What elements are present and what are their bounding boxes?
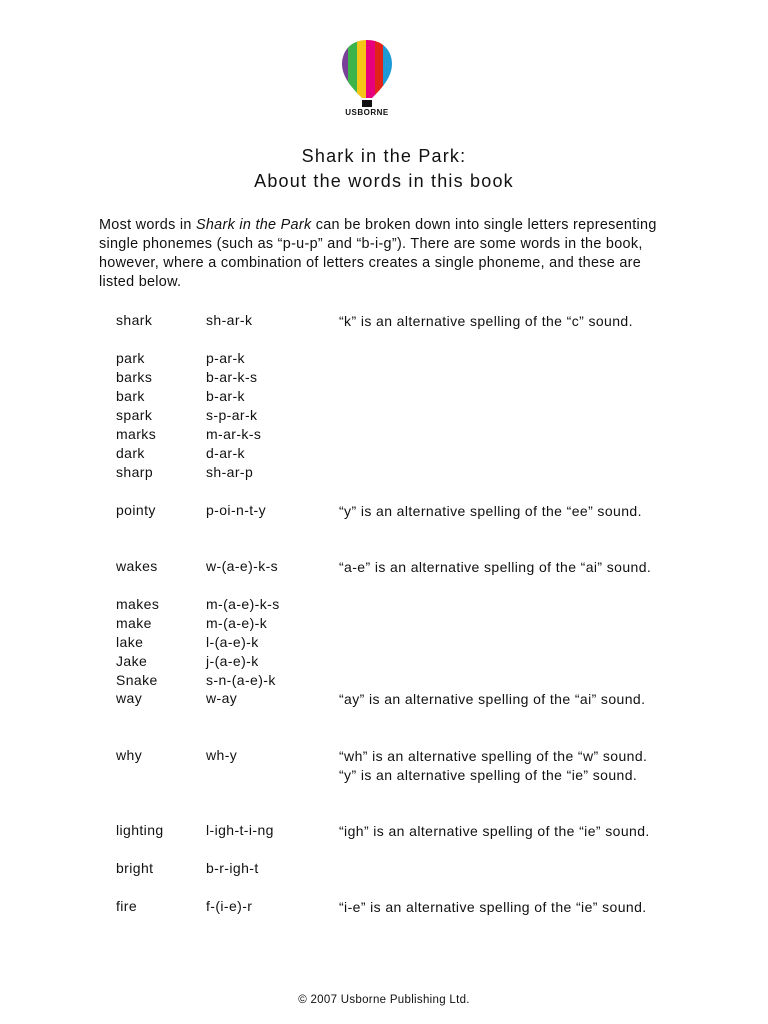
spelling-note-text: “a-e” is an alternative spelling of the “ai” sound. [339, 559, 652, 575]
spelling-note [339, 558, 669, 577]
word: barks [116, 369, 153, 385]
word: sharp [116, 464, 154, 480]
spelling-note-text: “igh” is an alternative spelling of the “ie” sound. [339, 823, 650, 839]
phoneme-breakdown: m-(a-e)-k [206, 615, 268, 631]
spelling-note [339, 822, 669, 841]
phoneme-breakdown: m-ar-k-s [206, 426, 262, 442]
spelling-note [339, 312, 669, 331]
word: bright [116, 860, 154, 876]
phoneme-breakdown: p-ar-k [206, 350, 245, 366]
intro-text-end: can be broken down into single letters representing single phonemes (such as “p-u-p” and “b-i-g”). There are some words in the book, however, where a combination of letters creates a single phoneme, and these are listed below. [99, 217, 657, 290]
book-title: Shark in the Park [195, 217, 312, 233]
phoneme-breakdown: b-ar-k [206, 388, 245, 404]
phoneme-breakdown: w-(a-e)-k-s [206, 558, 279, 574]
intro-text-start: Most words in [99, 217, 196, 233]
phoneme-breakdown: p-oi-n-t-y [206, 502, 267, 518]
intro-paragraph [99, 216, 679, 292]
word: shark [116, 312, 153, 328]
word: spark [116, 407, 153, 423]
spelling-note-text: “y” is an alternative spelling of the “ee” sound. [339, 503, 642, 519]
spelling-note-text: “ay” is an alternative spelling of the “ai” sound. [339, 691, 646, 707]
phoneme-breakdown: j-(a-e)-k [206, 653, 259, 669]
word: marks [116, 426, 157, 442]
spelling-note-text: “y” is an alternative spelling of the “ie” sound. [339, 767, 638, 783]
word: lake [116, 634, 144, 650]
phoneme-breakdown: l-(a-e)-k [206, 634, 259, 650]
word: pointy [116, 502, 156, 518]
word: lighting [116, 822, 164, 838]
word: why [116, 747, 143, 763]
phoneme-breakdown: m-(a-e)-k-s [206, 596, 280, 612]
phoneme-breakdown: s-n-(a-e)-k [206, 672, 276, 688]
word: make [116, 615, 152, 631]
word: fire [116, 898, 138, 914]
spelling-note-text: “i-e” is an alternative spelling of the “ie” sound. [339, 899, 647, 915]
spelling-note [339, 898, 669, 917]
spelling-note [339, 502, 669, 521]
phoneme-breakdown: sh-ar-k [206, 312, 253, 328]
spelling-note [339, 747, 669, 785]
copyright-footer: © 2007 Usborne Publishing Ltd. [298, 994, 470, 1006]
phoneme-breakdown: sh-ar-p [206, 464, 254, 480]
phoneme-breakdown: wh-y [206, 747, 238, 763]
phoneme-breakdown: f-(i-e)-r [206, 898, 253, 914]
phoneme-breakdown: b-r-igh-t [206, 860, 259, 876]
word: Snake [116, 672, 158, 688]
page-title-line-1: Shark in the Park: [301, 146, 467, 166]
spelling-note-text: “wh” is an alternative spelling of the “w” sound. [339, 748, 648, 764]
phoneme-breakdown: l-igh-t-i-ng [206, 822, 274, 838]
word: wakes [116, 558, 158, 574]
phoneme-breakdown: b-ar-k-s [206, 369, 258, 385]
phoneme-breakdown: d-ar-k [206, 445, 245, 461]
logo-wordmark: USBORNE [345, 108, 389, 117]
phoneme-breakdown: w-ay [206, 690, 238, 706]
word: park [116, 350, 145, 366]
word: bark [116, 388, 145, 404]
word: makes [116, 596, 160, 612]
word: dark [116, 445, 145, 461]
spelling-note [339, 690, 669, 709]
phoneme-breakdown: s-p-ar-k [206, 407, 258, 423]
spelling-note-text: “k” is an alternative spelling of the “c” sound. [339, 313, 633, 329]
word: Jake [116, 653, 148, 669]
page-title-line-2: About the words in this book [254, 171, 514, 191]
word: way [116, 690, 143, 706]
